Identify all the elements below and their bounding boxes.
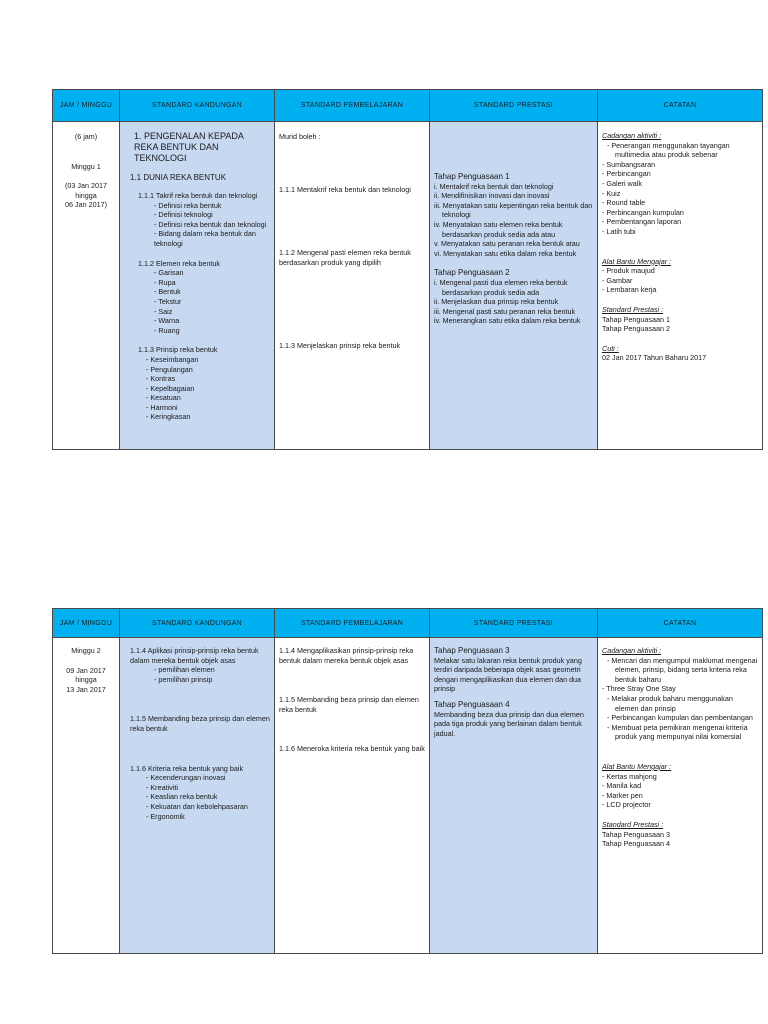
header-jam-minggu: JAM / MINGGU [53, 609, 120, 638]
header-catatan: CATATAN [598, 609, 763, 638]
header-catatan: CATATAN [598, 90, 763, 122]
catatan-item: - Pembentangan laporan [602, 217, 682, 227]
catatan-item: - Manila kad [602, 781, 642, 791]
catatan-item: Tahap Penguasaan 2 [602, 324, 670, 334]
catatan-item: - Melakar produk baharu menggunakan elemen dan prinsip [607, 693, 733, 713]
date-from: 09 Jan 2017 [66, 665, 106, 675]
catatan-heading: Alat Bantu Mengajar : [602, 761, 672, 771]
catatan-item: - Perbincangan [602, 169, 651, 179]
catatan-item: - Membuat peta pemikiran mengenai kriteria produk yang mempunyai nilai komersial [607, 722, 748, 742]
header-standard-pembelajaran: STANDARD PEMBELAJARAN [275, 90, 430, 122]
list-item: - Rupa [154, 277, 176, 287]
catatan-heading: Alat Bantu Mengajar : [602, 256, 672, 266]
table-header-row [53, 609, 763, 638]
rpt-table-week-2 [52, 608, 763, 954]
group-title: 1.1.4 Aplikasi prinsip-prinsip reka bentuk dalam mereka bentuk objek asas [130, 646, 259, 665]
catatan-cell [598, 638, 763, 954]
tp-text: Membanding beza dua prinsip dan dua elemen pada tiga produk yang berlainan dalam bentuk jadual. [434, 709, 584, 738]
tp-item: iv. Menyatakan satu elemen reka bentuk berdasarkan produk sedia ada atau [434, 219, 563, 239]
jam: (6 jam) [74, 132, 98, 141]
pembelajaran-item: 1.1.5 Membanding beza prinsip dan elemen reka bentuk [279, 695, 419, 714]
tp-title: Tahap Penguasaan 4 [434, 699, 510, 709]
catatan-item: - Kertas mahjong [602, 771, 657, 781]
tp-item: iii. Mengenal pasti satu peranan reka bentuk [434, 306, 576, 316]
standard-kandungan-cell [120, 122, 275, 450]
catatan-item: - Sumbangsaran [602, 159, 656, 169]
pembelajaran-intro: Murid boleh : [279, 132, 321, 141]
pembelajaran-item: 1.1.6 Meneroka kriteria reka bentuk yang baik [279, 744, 425, 754]
standard-pembelajaran-cell [275, 122, 430, 450]
group-title: 1.1.3 Prinsip reka bentuk [138, 345, 218, 355]
pembelajaran-item: 1.1.4 Mengaplikasikan prinsip-prinsip reka bentuk dalam mereka bentuk objek asas [279, 646, 414, 665]
group-title: 1.1.1 Takrif reka bentuk dan teknologi [138, 191, 258, 200]
standard-kandungan-cell [120, 638, 275, 954]
tp-text: Melakar satu lakaran reka bentuk produk yang terdiri daripada beberapa objek asas geometri dengan mengaplikasikan dua elemen dan dua prinsip [434, 655, 582, 694]
list-item: - Pengulangan [146, 364, 193, 374]
tp-title: Tahap Penguasaan 1 [434, 172, 510, 181]
pembelajaran-item: 1.1.3 Menjelaskan prinsip reka bentuk [279, 341, 401, 351]
catatan-item: - Kuiz [602, 188, 621, 198]
header-jam-minggu: JAM / MINGGU [53, 90, 120, 122]
tp-item: ii. Mendifinisikan inovasi dan inovasi [434, 191, 550, 201]
catatan-item: - Produk maujud [602, 266, 655, 276]
catatan-heading: Standard Prestasi : [602, 819, 664, 829]
list-item: - pemilihan prinsip [154, 674, 213, 684]
topic-title: 1. PENGENALAN KEPADA REKA BENTUK DAN TEKNOLOGI [134, 131, 244, 163]
list-item: - Keseimbangan [146, 354, 199, 364]
list-item: - Kesatuan [146, 393, 181, 403]
list-item: - Kekuatan dan kebolehpasaran [146, 801, 248, 811]
date-hingga: hingga [75, 190, 97, 200]
catatan-heading: Standard Prestasi : [602, 304, 664, 314]
list-item: - pemilihan elemen [154, 665, 215, 675]
catatan-item: Tahap Penguasaan 4 [602, 839, 670, 849]
catatan-item: Tahap Penguasaan 1 [602, 314, 670, 324]
list-item: - Keringkasan [146, 412, 191, 422]
minggu: Minggu 2 [71, 646, 101, 655]
table-header-row [53, 90, 763, 122]
standard-prestasi-cell [430, 638, 598, 954]
header-standard-pembelajaran: STANDARD PEMBELAJARAN [275, 609, 430, 638]
catatan-item: - Round table [602, 198, 646, 208]
list-item: - Definisi teknologi [154, 210, 213, 220]
tp-item: ii. Menjelaskan dua prinsip reka bentuk [434, 297, 559, 307]
catatan-heading: Cuti : [602, 343, 619, 353]
tp-item: vi. Menyatakan satu etika dalam reka bentuk [434, 248, 577, 258]
list-item: - Harmoni [146, 402, 178, 412]
pembelajaran-item: 1.1.1 Mentakrif reka bentuk dan teknologi [279, 184, 411, 194]
list-item: - Saiz [154, 306, 173, 316]
group-title: 1.1.5 Membanding beza prinsip dan elemen reka bentuk [130, 714, 270, 733]
header-standard-kandungan: STANDARD KANDUNGAN [120, 609, 275, 638]
pembelajaran-item: 1.1.2 Mengenal pasti elemen reka bentuk berdasarkan produk yang dipilih [279, 248, 411, 267]
standard-prestasi-cell [430, 122, 598, 450]
list-item: - Ergonomik [146, 811, 185, 821]
list-item: - Definisi reka bentuk [154, 200, 222, 210]
list-item: - Ruang [154, 325, 180, 335]
standard-pembelajaran-cell [275, 638, 430, 954]
list-item: - Kontras [146, 374, 176, 384]
catatan-heading: Cadangan aktiviti : [602, 646, 662, 655]
list-item: - Bentuk [154, 287, 181, 297]
catatan-item: - Penerangan menggunakan tayangan multimedia atau produk sebenar [607, 140, 730, 160]
date-to: 06 Jan 2017) [65, 200, 107, 210]
catatan-heading: Cadangan aktiviti : [602, 131, 662, 140]
catatan-item: 02 Jan 2017 Tahun Baharu 2017 [602, 353, 707, 363]
list-item: - Bidang dalam reka bentuk dan teknologi [154, 229, 256, 248]
list-item: - Garisan [154, 268, 184, 278]
list-item: - Kecenderungan inovasi [146, 773, 226, 783]
tp-title: Tahap Penguasaan 2 [434, 268, 510, 278]
date-hingga: hingga [75, 675, 97, 685]
rpt-table-week-1 [52, 89, 763, 450]
header-standard-prestasi: STANDARD PRESTASI [430, 609, 598, 638]
catatan-item: - Latih tubi [602, 226, 636, 236]
list-item: - Warna [154, 316, 180, 326]
header-standard-prestasi: STANDARD PRESTASI [430, 90, 598, 122]
catatan-item: - Galeri walk [602, 178, 642, 188]
table-row [53, 122, 763, 450]
table-row [53, 638, 763, 954]
date-to: 13 Jan 2017 [66, 684, 106, 694]
catatan-item: Tahap Penguasaan 3 [602, 829, 670, 839]
tp-item: i. Mentakrif reka bentuk dan teknologi [434, 181, 554, 191]
catatan-cell [598, 122, 763, 450]
header-standard-kandungan: STANDARD KANDUNGAN [120, 90, 275, 122]
tp-item: v. Menyatakan satu peranan reka bentuk atau [434, 239, 580, 249]
tp-title: Tahap Penguasaan 3 [434, 646, 510, 655]
catatan-item: - Mencari dan mengumpul maklumat mengenai elemen, prinsip, bidang serta kriteria reka bentuk baharu [607, 655, 758, 684]
tp-item: iii. Menyatakan satu kepentingan reka bentuk dan teknologi [434, 200, 593, 220]
jam-minggu-cell [53, 122, 120, 450]
minggu: Minggu 1 [71, 161, 101, 171]
section-title: 1.1 DUNIA REKA BENTUK [130, 173, 227, 182]
list-item: - Kreativiti [146, 782, 178, 792]
catatan-item: - Marker pen [602, 790, 643, 800]
list-item: - Tekstur [154, 296, 182, 306]
catatan-item: - Perbincangan kumpulan dan pembentangan [607, 713, 753, 723]
jam-minggu-cell [53, 638, 120, 954]
list-item: - Keaslian reka bentuk [146, 792, 218, 802]
group-title: 1.1.2 Elemen reka bentuk [138, 258, 220, 268]
tp-item: iv. Menerangkan satu etika dalam reka bentuk [434, 316, 581, 326]
catatan-item: - Three Stray One Stay [602, 684, 676, 694]
date-from: (03 Jan 2017 [65, 181, 107, 191]
group-title: 1.1.6 Kriteria reka bentuk yang baik [130, 763, 244, 773]
catatan-item: - Perbincangan kumpulan [602, 207, 684, 217]
catatan-item: - Gambar [602, 275, 633, 285]
catatan-item: - LCD projector [602, 800, 651, 810]
list-item: - Definisi reka bentuk dan teknologi [154, 219, 267, 229]
catatan-item: - Lembaran kerja [602, 285, 657, 295]
list-item: - Kepelbagaian [146, 383, 195, 393]
tp-item: i. Mengenal pasti dua elemen reka bentuk berdasarkan produk sedia ada [434, 277, 568, 297]
